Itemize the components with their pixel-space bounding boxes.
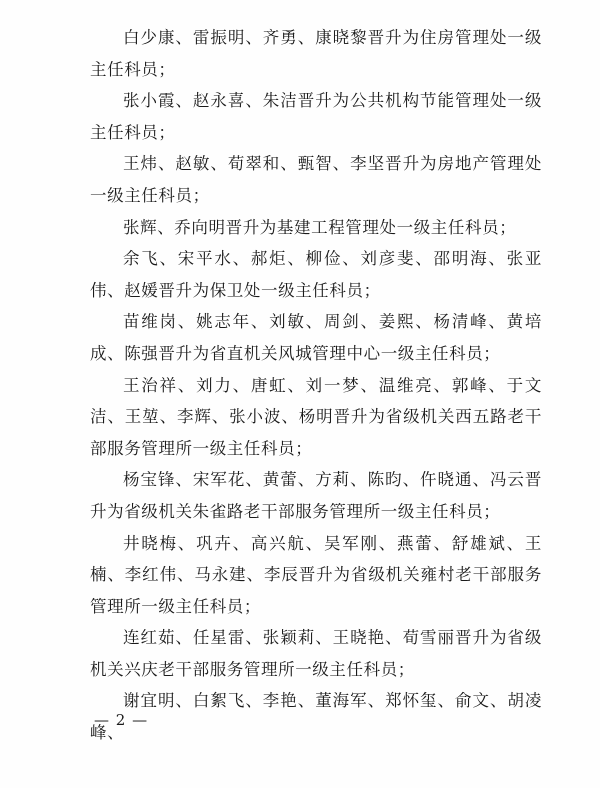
paragraph-2: 张小霞、赵永喜、朱洁晋升为公共机构节能管理处一级主任科员；	[90, 91, 542, 142]
paragraph-8: 杨宝锋、宋军花、黄蕾、方莉、陈昀、仵晓通、冯云晋升为省级机关朱雀路老干部服务管理所一级主任科员；	[90, 470, 542, 521]
paragraph-11: 谢宜明、白絮飞、李艳、董海军、郑怀玺、俞文、胡凌峰、	[90, 691, 542, 743]
paragraph-1: 白少康、雷振明、齐勇、康晓黎晋升为住房管理处一级主任科员；	[90, 28, 542, 79]
paragraph-5: 余飞、宋平水、郝炬、柳俭、刘彦斐、邵明海、张亚伟、赵媛晋升为保卫处一级主任科员；	[90, 249, 542, 300]
paragraph-7: 王治祥、刘力、唐虹、刘一梦、温维亮、郭峰、于文洁、王堃、李辉、张小波、杨明晋升为省级机关西五路老干部服务管理所一级主任科员；	[90, 375, 542, 458]
paragraph-4: 张辉、乔向明晋升为基建工程管理处一级主任科员；	[123, 217, 517, 237]
paragraph-10: 连红茹、任星雷、张颖莉、王晓艳、荀雪丽晋升为省级机关兴庆老干部服务管理所一级主任科员；	[90, 628, 542, 679]
paragraph-6: 苗维岗、姚志年、刘敏、周剑、姜熙、杨清峰、黄培成、陈强晋升为省直机关风城管理中心一级主任科员；	[90, 312, 542, 363]
document-body	[90, 22, 542, 749]
page-number: — 2 —	[94, 711, 149, 729]
paragraph-3: 王炜、赵敏、荀翠和、甄智、李坚晋升为房地产管理处一级主任科员；	[90, 154, 542, 205]
paragraph-9: 井晓梅、巩卉、高兴航、吴军刚、燕蕾、舒雄斌、王楠、李红伟、马永建、李辰晋升为省级机关雍村老干部服务管理所一级主任科员；	[90, 533, 542, 616]
